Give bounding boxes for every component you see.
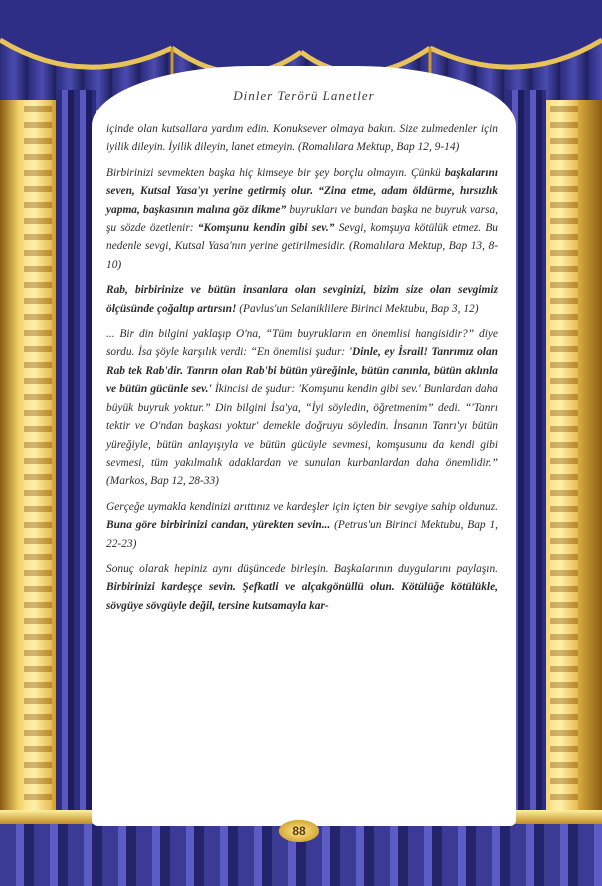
paragraph-5-bold: Buna göre birbirinizi candan, yürekten sevin... bbox=[106, 519, 331, 532]
paragraph-3-text: (Pavlus'un Selaniklilere Birinci Mektubu, Bap 3, 12) bbox=[236, 302, 479, 315]
paragraph-3-bold: Rab, birbirinize ve bütün insanlara olan sevginizi, bizim size olan sevgimiz ölçüsünde çoğaltıp artırsın! bbox=[106, 284, 498, 315]
paragraph-4-bold: 'Dinle, ey İsrail! Tanrımız olan Rab tek Rab'dir. Tanrın olan Rab'bi bütün yüreğinle, bütün canınla, bütün aklınla ve bütün gücünle sev.' bbox=[106, 346, 498, 396]
paragraph-2 bbox=[106, 164, 498, 274]
running-title: Dinler Terörü Lanetler bbox=[233, 88, 375, 103]
paragraph-2-text-b: buyrukları ve bundan başka ne buyruk varsa, şu sözde özetlenir: bbox=[106, 203, 498, 235]
paragraph-2-bold-a: başkalarını seven, Kutsal Yasa'yı yerine getirmiş olur. “Zina etme, adam öldürme, hırsızlık yapma, başkasının malına göz dikme” bbox=[106, 166, 498, 216]
paragraph-3 bbox=[106, 281, 498, 318]
paragraph-5-text-a: Gerçeğe uymakla kendinizi arıttınız ve kardeşler için içten bir sevgiye sahip oldunuz. bbox=[106, 500, 498, 513]
paragraph-2-text-a: Birbirinizi sevmekten başka hiç kimseye bir şey borçlu olmayın. Çünkü bbox=[106, 166, 445, 179]
paragraph-6-text: Sonuç olarak hepiniz aynı düşüncede birleşin. Başkalarının duygularını paylaşın. bbox=[106, 562, 498, 575]
page-body bbox=[106, 120, 498, 622]
paragraph-5 bbox=[106, 498, 498, 553]
page-number: 88 bbox=[279, 820, 319, 842]
paragraph-2-bold-b: “Komşunu kendin gibi sev.” bbox=[197, 222, 335, 235]
paragraph-5-text-b: (Petrus'un Birinci Mektubu, Bap 1, 22-23) bbox=[106, 519, 498, 550]
paragraph-6-bold: Birbirinizi kardeşçe sevin. Şefkatli ve alçakgönüllü olun. Kötülüğe kötülükle, sövgüye sövgüyle değil, tersine kutsamayla kar- bbox=[106, 581, 498, 612]
paragraph-1-text: içinde olan kutsallara yardım edin. Konuksever olmaya bakın. Size zulmedenler için iyilik dileyin. İyilik dileyin, lanet etmeyin. (Romalılara Mektup, Bap 12, 9-14) bbox=[106, 123, 498, 154]
left-side-curtain bbox=[56, 90, 96, 816]
paragraph-1 bbox=[106, 120, 498, 157]
paragraph-4-text-b: İkincisi de şudur: 'Komşunu kendin gibi sev.' Bunlardan daha büyük buyruk yoktur.” Din bilgini İsa'ya, “İyi söyledin, öğretmenim” dedi. “'Tanrı tektir ve O'ndan başkası yoktur' demekle doğruyu söyledin. İnsanın Tanrı'yı bütün yüreğiyle, bütün anlayışıyla ve bütün gücüyle sevmesi, komşusunu da kendi gibi sevmesi, tüm yakılmalık adaklardan ve sunulan kurbanlardan daha önemlidir.” (Markos, Bap 12, 28-33) bbox=[106, 383, 498, 488]
paragraph-2-text-c: Sevgi, komşuya kötülük etmez. Bu nedenle sevgi, Kutsal Yasa'nın yerine getirilmesidir. (Romalılara Mektup, Bap 13, 8-10) bbox=[106, 222, 499, 271]
paragraph-4 bbox=[106, 325, 498, 491]
paragraph-4-text-a: ... Bir din bilgini yaklaşıp O'na, “Tüm buyrukların en önemlisi hangisidir?” diye sordu. İsa şöyle karşılık verdi: “En önemlisi şudur: bbox=[106, 328, 498, 359]
paragraph-6 bbox=[106, 560, 498, 615]
